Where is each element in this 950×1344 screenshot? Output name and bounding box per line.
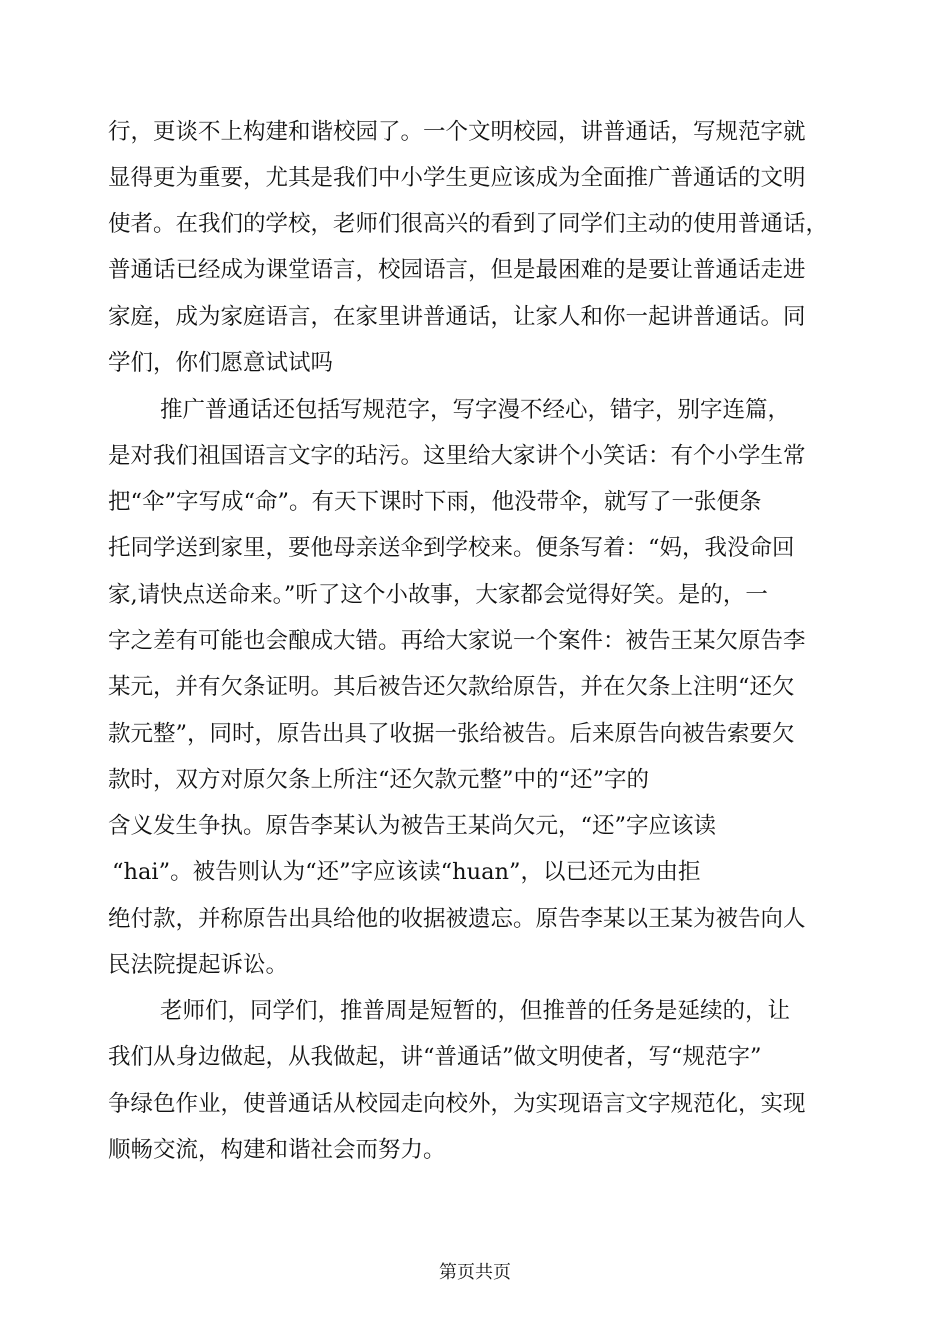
text-line-22: 争绿色作业，使普通话从校园走向校外，为实现语言文字规范化，实现 (108, 1091, 806, 1117)
text-line-8: 是对我们祖国语言文字的玷污。这里给大家讲个小笑话：有个小学生常 (108, 443, 806, 469)
text-line-21: 我们从身边做起，从我做起，讲“普通话”做文明使者，写“规范字” (108, 1044, 762, 1070)
text-line-15: 款时，双方对原欠条上所注“还欠款元整”中的“还”字的 (108, 767, 650, 793)
text-line-4: 普通话已经成为课堂语言，校园语言，但是最困难的是要让普通话走进 (108, 257, 806, 283)
text-line-20: 老师们，同学们，推普周是短暂的，但推普的任务是延续的，让 (160, 998, 791, 1024)
text-line-7: 推广普通话还包括写规范字，写字漫不经心，错字，别字连篇， (160, 397, 791, 423)
text-line-14: 款元整”，同时，原告出具了收据一张给被告。后来原告向被告索要欠 (108, 721, 795, 747)
text-line-18: 绝付款，并称原告出具给他的收据被遗忘。原告李某以王某为被告向人 (108, 906, 806, 932)
text-line-10: 托同学送到家里，要他母亲送伞到学校来。便条写着：“妈，我没命回 (108, 535, 795, 561)
text-line-2: 显得更为重要，尤其是我们中小学生更应该成为全面推广普通话的文明 (108, 165, 806, 191)
text-line-16: 含义发生争执。原告李某认为被告王某尚欠元，“还”字应该读 (108, 813, 717, 839)
text-line-13: 某元，并有欠条证明。其后被告还欠款给原告，并在欠条上注明“还欠 (108, 674, 795, 700)
text-line-12: 字之差有可能也会酿成大错。再给大家说一个案件：被告王某欠原告李 (108, 628, 806, 654)
text-line-3: 使者。在我们的学校，老师们很高兴的看到了同学们主动的使用普通话， (108, 211, 829, 237)
text-line-19: 民法院提起诉讼。 (108, 952, 289, 978)
text-line-23: 顺畅交流，构建和谐社会而努力。 (108, 1137, 446, 1163)
text-line-11: 家,请快点送命来。”听了这个小故事，大家都会觉得好笑。是的，一 (108, 582, 768, 608)
text-line-5: 家庭，成为家庭语言，在家里讲普通话，让家人和你一起讲普通话。同 (108, 304, 806, 330)
text-line-6: 学们，你们愿意试试吗 (108, 350, 334, 376)
text-line-1: 行，更谈不上构建和谐校园了。一个文明校园，讲普通话，写规范字就 (108, 119, 806, 145)
text-line-9: 把“伞”字写成“命”。有天下课时下雨，他没带伞，就写了一张便条 (108, 489, 762, 515)
text-line-17: “hai”。被告则认为“还”字应该读“huan”，以已还元为由拒 (112, 859, 701, 885)
page-footer: 第页共页 (439, 1262, 511, 1283)
